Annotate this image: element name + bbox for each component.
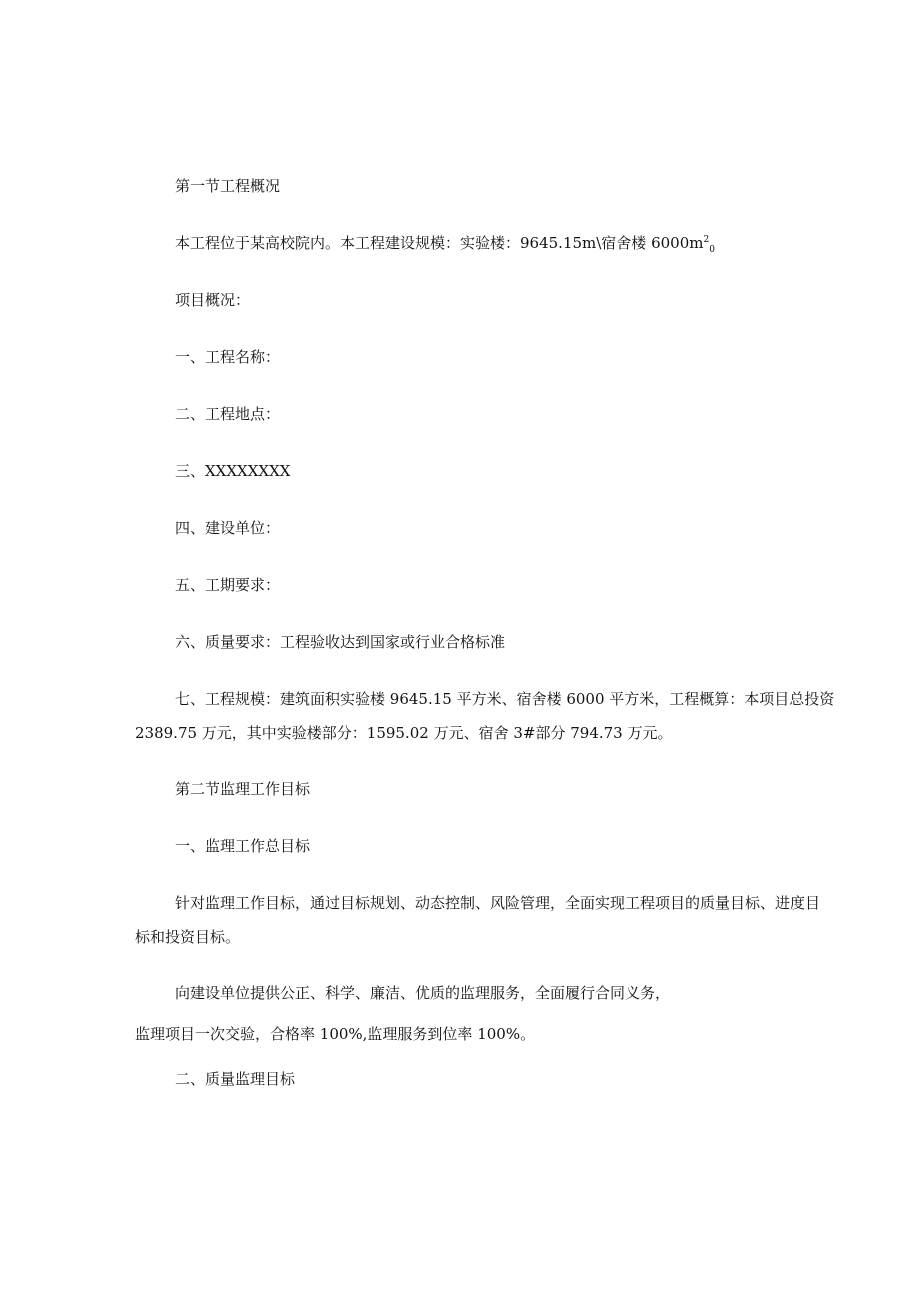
goal2-heading: 二、质量监理目标 xyxy=(175,1070,296,1088)
intro-subscript: 0 xyxy=(709,245,715,255)
item-project-name: 一、工程名称： xyxy=(175,348,281,366)
item-schedule: 五、工期要求： xyxy=(175,576,281,594)
intro-text: 本工程位于某高校院内。本工程建设规模：实验楼：9645.15m\宿舍楼 6000m xyxy=(175,234,704,252)
item-quality: 六、质量要求：工程验收达到国家或行业合格标准 xyxy=(175,633,506,651)
goal1-para1-line1: 针对监理工作目标，通过目标规划、动态控制、风险管理，全面实现工程项目的质量目标、进度目 xyxy=(175,894,821,912)
intro-paragraph xyxy=(135,228,911,258)
item-scale-line2: 2389.75 万元，其中实验楼部分：1595.02 万元、宿舍 3#部分 794.73 万元。 xyxy=(135,724,673,742)
item-placeholder: 三、XXXXXXXX xyxy=(175,462,291,480)
goal1-para2-line2: 监理项目一次交验，合格率 100%,监理服务到位率 100%。 xyxy=(135,1025,536,1043)
item-construction-unit: 四、建设单位： xyxy=(175,519,281,537)
intro-superscript: 2 xyxy=(703,235,710,245)
section2-heading: 第二节监理工作目标 xyxy=(175,780,311,798)
item-scale-line1: 七、工程规模：建筑面积实验楼 9645.15 平方米、宿舍楼 6000 平方米，工程概算：本项目总投资 xyxy=(175,690,835,708)
goal1-para2-line1: 向建设单位提供公正、科学、廉洁、优质的监理服务，全面履行合同义务， xyxy=(175,984,671,1002)
item-project-location: 二、工程地点： xyxy=(175,405,281,423)
goal1-heading: 一、监理工作总目标 xyxy=(175,837,311,855)
goal1-para1-line2: 标和投资目标。 xyxy=(135,928,241,946)
section1-heading: 第一节工程概况 xyxy=(175,177,281,195)
project-overview-label: 项目概况： xyxy=(175,291,251,309)
